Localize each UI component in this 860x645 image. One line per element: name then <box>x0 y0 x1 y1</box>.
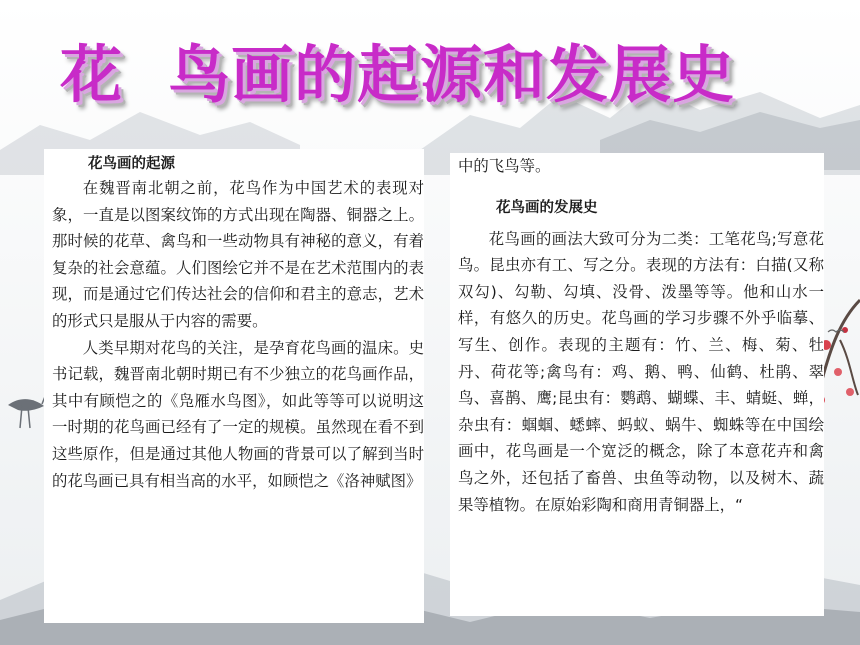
origin-paragraph-2: 人类早期对花鸟的关注，是孕育花鸟画的温床。史书记载，魏晋南北朝时期已有不少独立的花鸟画作品，其中有顾恺之的《凫雁水鸟图》，如此等等可以说明这一时期的花鸟画已经有了一定的规模。虽然现在看不到这些原作，但是通过其他人物画的背景可以了解到当时的花鸟画已具有相当高的水平，如顾恺之《洛神赋图》 <box>52 338 424 490</box>
origin-heading: 花鸟画的起源 <box>88 156 175 172</box>
origin-text-panel <box>44 149 424 623</box>
development-text-panel <box>450 153 824 616</box>
development-paragraph: 花鸟画的画法大致可分为二类：工笔花鸟;写意花鸟。昆虫亦有工、写之分。表现的方法有：白描(又称双勾)、勾勒、勾填、没骨、泼墨等等。他和山水一样，有悠久的历史。花鸟画的学习步骤不外乎临摹、写生、创作。表现的主题有：竹、兰、梅、菊、牡丹、荷花等;禽鸟有：鸡、鹅、鸭、仙鹤、杜鹃、翠鸟、喜鹊、鹰;昆虫有：鹦鹉、蝴蝶、丰、蜻蜓、蝉，杂虫有：蝈蝈、蟋蟀、蚂蚁、蜗牛、蜘蛛等在中国绘画中，花鸟画是一个宽泛的概念，除了本意花卉和禽鸟之外，还包括了畜兽、虫鱼等动物，以及树木、蔬果等植物。在原始彩陶和商用青铜器上，“ <box>458 229 824 514</box>
development-heading: 花鸟画的发展史 <box>496 199 598 216</box>
continued-text: 中的飞鸟等。 <box>458 157 551 175</box>
origin-paragraph-1: 在魏晋南北朝之前，花鸟作为中国艺术的表现对象，一直是以图案纹饰的方式出现在陶器、铜器之上。那时候的花草、禽鸟和一些动物具有神秘的意义，有着复杂的社会意蕴。人们图绘它并不是在艺术范围内的表现，而是通过它们传达社会的信仰和君主的意志，艺术的形式只是服从于内容的需要。 <box>52 179 424 330</box>
slide-title: 花 鸟画的起源和发展史 <box>60 38 736 111</box>
